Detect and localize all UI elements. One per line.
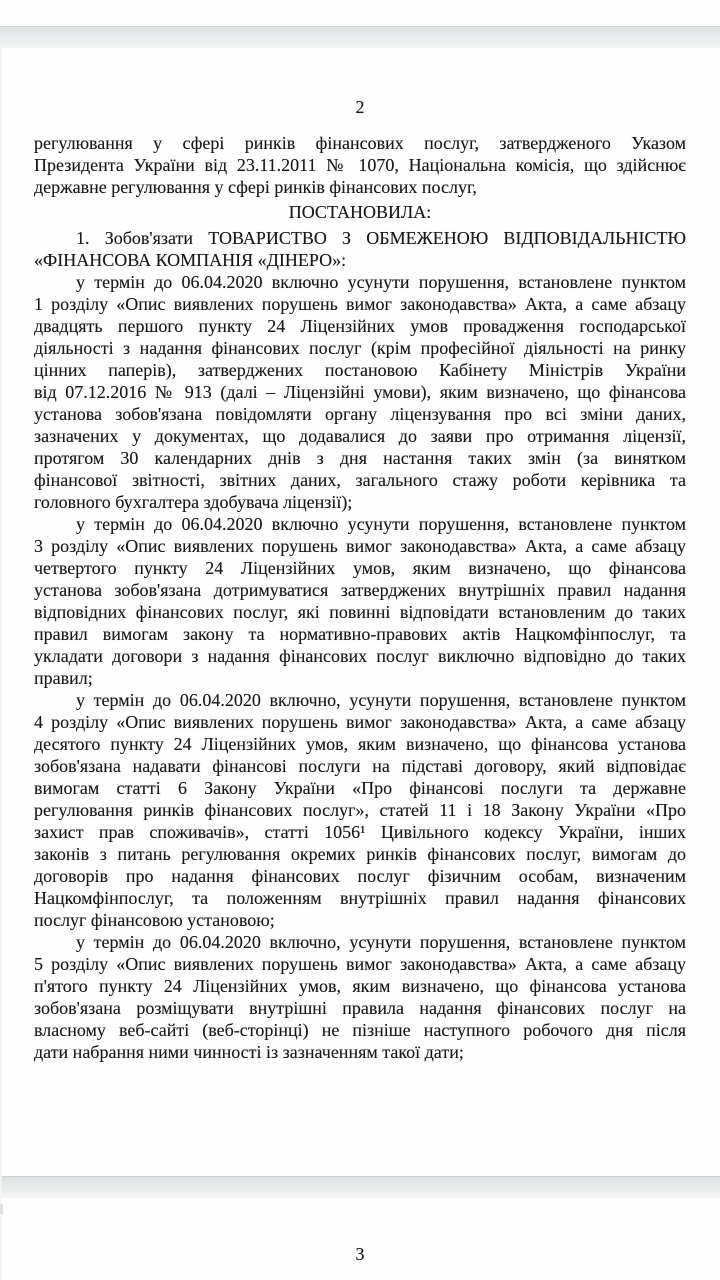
page-2	[0, 48, 720, 1063]
intro-paragraph	[34, 132, 686, 198]
text-line: «ФІНАНСОВА КОМПАНІЯ «ДІНЕРО»:	[34, 250, 347, 270]
scan-left-edge-artifact	[0, 48, 2, 1280]
page-gap-top	[0, 26, 720, 48]
text-line: 3 розділу «Опис виявлених порушень вимог законодавства» Акта, а саме абзацу	[34, 536, 686, 556]
text-line: правил;	[34, 668, 93, 688]
text-line: 1 розділу «Опис виявлених порушень вимог законодавства» Акта, а саме абзацу	[34, 294, 686, 314]
order-paragraph-1	[34, 227, 686, 271]
text-line: діяльності з надання фінансових послуг (крім професійної діяльності на ринку	[34, 338, 686, 358]
text-line: четвертого пункту 24 Ліцензійних умов, яким визначено, що фінансова	[34, 558, 686, 578]
text-line: регулювання ринків фінансових послуг», статей 11 і 18 Закону України «Про	[34, 800, 686, 820]
text-line: у термін до 06.04.2020 включно усунути порушення, встановлене пунктом	[76, 272, 686, 292]
text-line: власному веб-сайті (веб-сторінці) не пізніше наступного робочого дня після	[34, 1020, 686, 1040]
text-line: дати набрання ними чинності із зазначенням такої дати;	[34, 1042, 464, 1062]
text-line: фінансової звітності, звітних даних, загального стажу роботи керівника та	[34, 470, 686, 490]
text-line: 5 розділу «Опис виявлених порушень вимог законодавства» Акта, а саме абзацу	[34, 954, 686, 974]
text-line: п'ятого пункту 24 Ліцензійних умов, яким визначено, що фінансова установа	[34, 976, 686, 996]
text-line: вимогам статті 6 Закону України «Про фінансові послуги та державне	[34, 778, 686, 798]
text-line: від 07.12.2016 № 913 (далі – Ліцензійні умови), яким визначено, що фінансова	[34, 382, 686, 402]
text-line: Президента України від 23.11.2011 № 1070, Національна комісія, що здійснює	[34, 155, 686, 175]
viewer-top-strip	[0, 0, 720, 26]
scan-corner-artifact	[0, 1204, 3, 1214]
text-line: укладати договори з надання фінансових послуг виключно відповідно до таких	[34, 646, 686, 666]
text-line: двадцять першого пункту 24 Ліцензійних умов провадження господарської	[34, 316, 686, 336]
order-paragraph-2	[34, 271, 686, 513]
text-line: установа зобов'язана дотримуватися затверджених внутрішніх правил надання	[34, 580, 686, 600]
page-gap-bottom	[0, 1176, 720, 1198]
text-line: десятого пункту 24 Ліцензійних умов, яким визначено, що фінансова установа	[34, 734, 686, 754]
resolution-heading: ПОСТАНОВИЛА:	[288, 202, 432, 222]
text-line: державне регулювання у сфері ринків фінансових послуг,	[34, 177, 477, 197]
text-line: установа зобов'язана повідомляти органу ліцензування про всі зміни даних,	[34, 404, 686, 424]
text-line: у термін до 06.04.2020 включно усунути порушення, встановлене пунктом	[76, 514, 686, 534]
text-line: зобов'язана надавати фінансові послуги на підставі договору, який відповідає	[34, 756, 686, 776]
page-3-number: 3	[355, 1244, 365, 1264]
text-line: 4 розділу «Опис виявлених порушень вимог законодавства» Акта, а саме абзацу	[34, 712, 686, 732]
order-paragraph-4	[34, 689, 686, 931]
text-line: захист прав споживачів», статті 1056¹ Цивільного кодексу України, інших	[34, 822, 686, 842]
text-line: регулювання у сфері ринків фінансових послуг, затвердженого Указом	[34, 133, 686, 153]
page2-text	[34, 132, 686, 1063]
text-line: у термін до 06.04.2020 включно, усунути порушення, встановлене пунктом	[76, 932, 686, 952]
order-paragraph-3	[34, 513, 686, 689]
page-2-number: 2	[355, 97, 365, 117]
text-line: законів з питань регулювання окремих ринків фінансових послуг, вимогам до	[34, 844, 686, 864]
text-line: договорів про надання фінансових послуг фізичним особам, визначеним	[34, 866, 686, 886]
text-line: відповідних фінансових послуг, які повинні відповідати встановленим до таких	[34, 602, 686, 622]
text-line: 1. Зобов'язати ТОВАРИСТВО З ОБМЕЖЕНОЮ ВІДПОВІДАЛЬНІСТЮ	[76, 228, 686, 248]
text-line: зобов'язана розміщувати внутрішні правила надання фінансових послуг на	[34, 998, 686, 1018]
text-line: протягом 30 календарних днів з дня настання таких змін (за винятком	[34, 448, 686, 468]
text-line: Нацкомфінпослуг, та положенням внутрішніх правил надання фінансових	[34, 888, 686, 908]
text-line: у термін до 06.04.2020 включно, усунути порушення, встановлене пунктом	[76, 690, 686, 710]
text-line: зазначених у документах, що додавалися до заяви про отримання ліцензії,	[34, 426, 686, 446]
text-line: послуг фінансовою установою;	[34, 910, 275, 930]
order-paragraph-5	[34, 931, 686, 1063]
text-line: цінних паперів), затверджених постановою Кабінету Міністрів України	[34, 360, 686, 380]
text-line: правил вимогам закону та нормативно-правових актів Нацкомфінпослуг, та	[34, 624, 686, 644]
text-line: головного бухгалтера здобувача ліцензії);	[34, 492, 353, 512]
